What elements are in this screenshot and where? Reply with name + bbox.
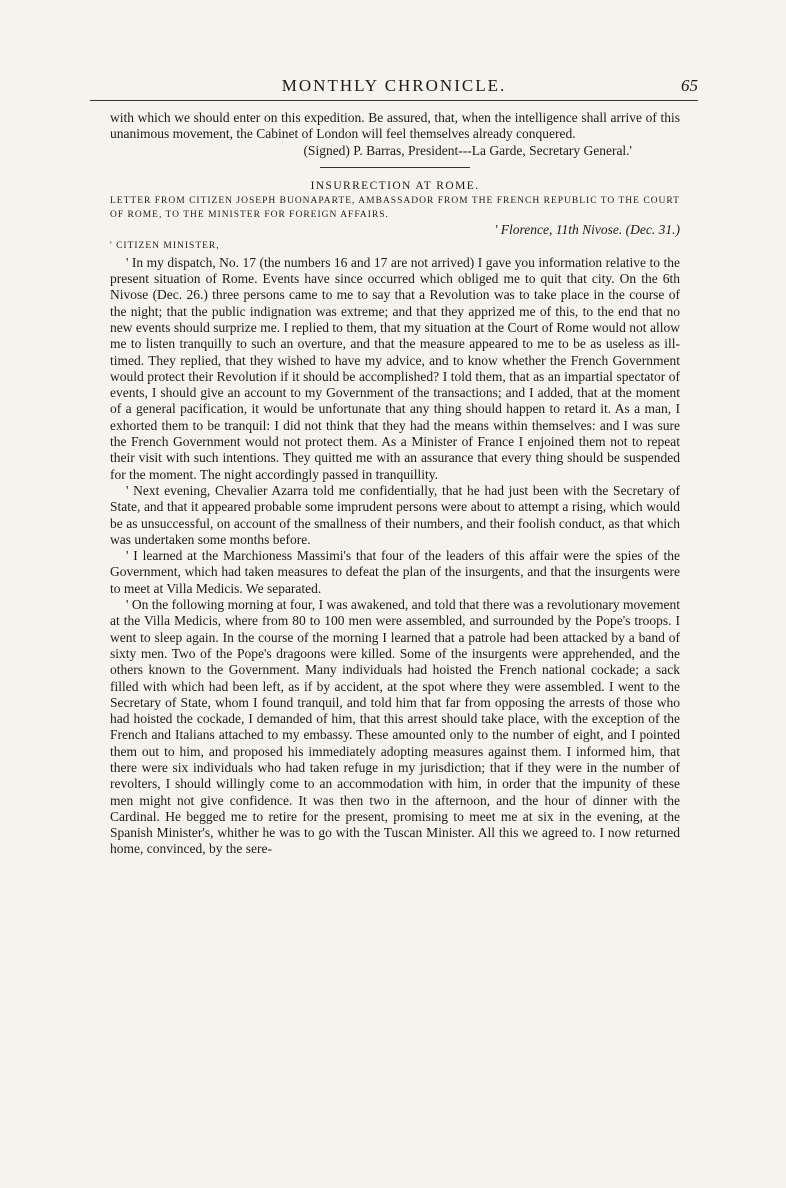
- salutation: ' CITIZEN MINISTER,: [110, 241, 220, 252]
- paragraph-2: ' Next evening, Chevalier Azarra told me confidentially, that he had just been with the Secretary of State, and that it appeared probable some imprudent persons were about to attempt a rising, which would be as unsuccessful, on account of the smallness of their numbers, and their foolish conduct, as that which was undertaken some months before.: [110, 482, 680, 547]
- running-head: MONTHLY CHRONICLE.: [281, 76, 507, 95]
- letter-heading: LETTER FROM CITIZEN JOSEPH BUONAPARTE, AMBASSADOR FROM THE FRENCH REPUBLIC TO THE COURT OF ROME, TO THE MINISTER FOR FOREIGN AFFAIRS.: [110, 196, 680, 221]
- paragraph-4: ' On the following morning at four, I was awakened, and told that there was a revolutionary movement at the Villa Medicis, where from 80 to 100 men were assembled, and surrounded by the Pope's troops. I went to sleep again. In the course of the morning I learned that a patrole had been attacked by a band of sixty men. Two of the Pope's dragoons were killed. Some of the insurgents were apprehended, and the others known to the Government. Many individuals had hoisted the French national cockade; a sack filled with which had been left, as if by accident, at the spot where they were assembled. I went to the Secretary of State, whom I found tranquil, and told him that far from opposing the arrests of those who had hoisted the cockade, I demanded of him, that this arrest should take place, with the exception of the French and Italians attached to my embassy. These amounted only to the number of eight, and I pointed them out to him, and proposed his immediately adopting measures against them. I informed him, that there were six individuals who had taken refuge in my jurisdiction; that if they were in the number of revolters, I should willingly come to an accommodation with him, in order that the impunity of these men might not give confidence. It was then two in the afternoon, and the hour of dinner with the Cardinal. He begged me to retire for the present, promising to meet me at six in the evening, at the Spanish Minister's, whither he was to go with the Tuscan Minister. All this we agreed to. I now returned home, convinced, by the sere-: [110, 597, 680, 857]
- section-title: INSURRECTION AT ROME.: [310, 179, 480, 192]
- signature-line: (Signed) P. Barras, President---La Garde, Secretary General.': [303, 142, 632, 158]
- section-divider: [320, 167, 470, 168]
- opening-paragraph: with which we should enter on this expedition. Be assured, that, when the intelligence shall arrive of this unanimous movement, the Cabinet of London will feel themselves already conquered.: [110, 110, 680, 142]
- paragraph-1: ' In my dispatch, No. 17 (the numbers 16 and 17 are not arrived) I gave you information relative to the present situation of Rome. Events have since occurred which obliged me to quit that city. On the 6th Nivose (Dec. 26.) three persons came to me to say that a Revolution was to take place in the course of the night; that the public indignation was extreme; and that they apprized me of this, to the end that no new events should surprize me. I replied to them, that my situation at the Court of Rome would not allow me to listen tranquilly to such an overture, and that the measure appeared to me to be as useless as ill-timed. They replied, that they wished to have my advice, and to know whether the French Government would protect their Revolution if it should be accomplished? I told them, that as an impartial spectator of events, I should give an account to my Government of the transactions; and I added, that at the moment of a general pacification, it would be unfortunate that any thing should happen to retard it. As a man, I exhorted them to be tranquil: I did not think that they had the means within themselves: and I was sure the French Government would not protect them. As a Minister of France I enjoined them not to repeat their visit with such intentions. They quitted me with an assurance that every thing should be suspended for the moment. The night accordingly passed in tranquillity.: [110, 254, 680, 482]
- paragraph-3: ' I learned at the Marchioness Massimi's that four of the leaders of this affair were the spies of the Government, which had taken measures to defeat the plan of the insurgents, and that the insurgents were to meet at Villa Medicis. We separated.: [110, 548, 680, 596]
- text-column: [110, 110, 680, 858]
- running-header: [90, 66, 698, 101]
- dateline: ' Florence, 11th Nivose. (Dec. 31.): [494, 222, 680, 238]
- page-number: 65: [681, 76, 698, 95]
